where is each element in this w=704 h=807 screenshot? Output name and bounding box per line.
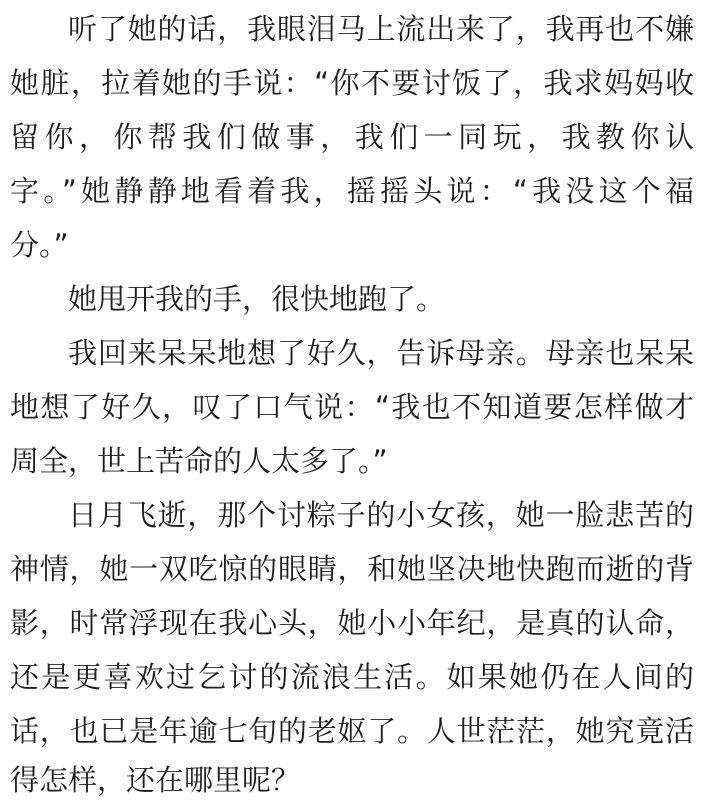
paragraph-line: 字。”她静静地看着我，摇摇头说：“我没这个福 bbox=[10, 174, 694, 208]
paragraph-line: 听了她的话，我眼泪马上流出来了，我再也不嫌 bbox=[68, 12, 694, 46]
paragraph-line: 神情，她一双吃惊的眼睛，和她坚决地快跑而逝的背 bbox=[10, 552, 694, 586]
paragraph-line: 地想了好久，叹了口气说：“我也不知道要怎样做才 bbox=[10, 390, 694, 424]
paragraph-line: 日月飞逝，那个讨粽子的小女孩，她一脸悲苦的 bbox=[68, 498, 694, 532]
paragraph-line: 周全，世上苦命的人太多了。” bbox=[10, 444, 388, 478]
paragraph-line: 分。” bbox=[10, 228, 69, 262]
paragraph-line: 得怎样，还在哪里呢？ bbox=[10, 763, 301, 797]
paragraph-line: 她脏，拉着她的手说：“你不要讨饭了，我求妈妈收 bbox=[10, 66, 694, 100]
paragraph-line: 她甩开我的手，很快地跑了。 bbox=[68, 282, 446, 316]
paragraph-line: 还是更喜欢过乞讨的流浪生活。如果她仍在人间的 bbox=[10, 660, 694, 694]
paragraph-line: 影，时常浮现在我心头，她小小年纪，是真的认命， bbox=[10, 606, 694, 640]
paragraph-line: 话，也已是年逾七旬的老妪了。人世茫茫，她究竟活 bbox=[10, 714, 694, 748]
paragraph-line: 留你，你帮我们做事，我们一同玩，我教你认 bbox=[10, 120, 694, 154]
paragraph-line: 我回来呆呆地想了好久，告诉母亲。母亲也呆呆 bbox=[68, 336, 694, 370]
